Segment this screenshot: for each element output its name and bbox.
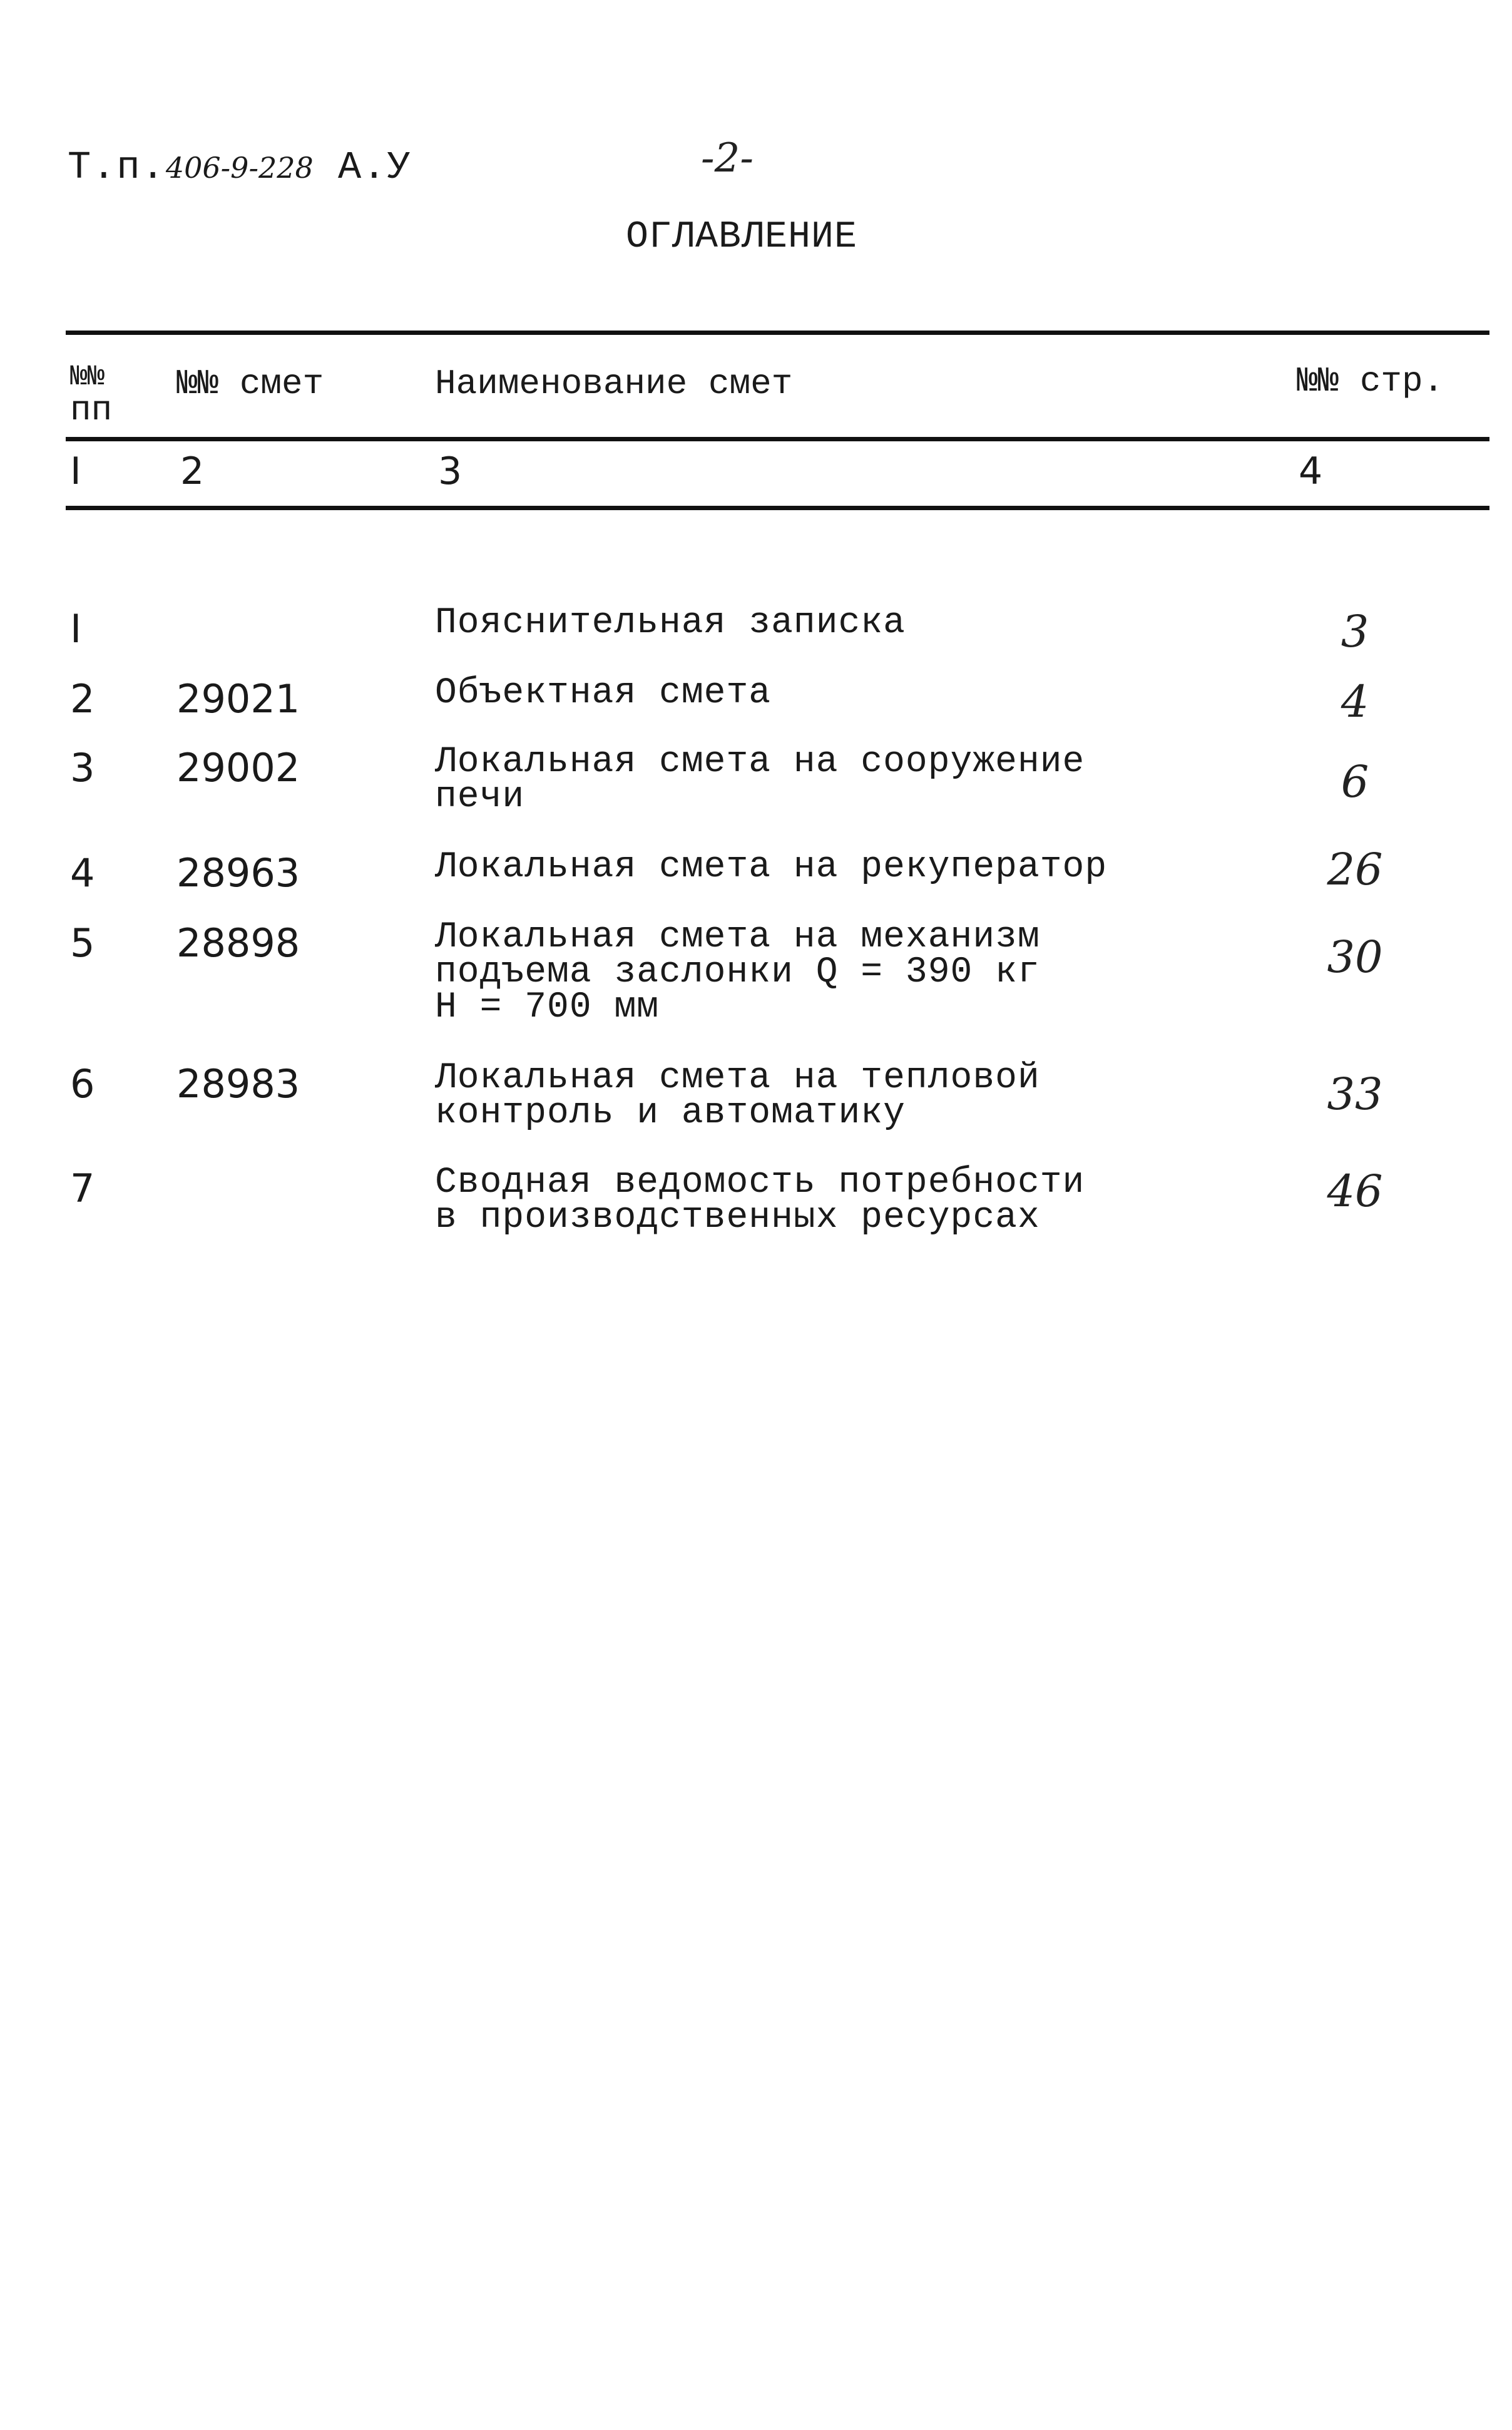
row-index: I	[70, 606, 82, 652]
column-number-2: 2	[180, 449, 205, 493]
column-header-index-line2: пп	[70, 390, 113, 431]
row-index: 6	[70, 1061, 95, 1107]
row-page-number: 3	[1341, 606, 1369, 657]
row-estimate-name-line: Локальная смета на механизм	[435, 917, 1040, 958]
row-index: 7	[70, 1166, 95, 1211]
row-estimate-name	[435, 1162, 1085, 1238]
table-top-rule	[66, 331, 1489, 335]
column-header-index-line1: №№	[70, 361, 105, 393]
row-estimate-name	[435, 847, 1108, 888]
row-estimate-name-line: Пояснительная записка	[435, 603, 906, 643]
row-estimate-name-line: контроль и автоматику	[435, 1093, 906, 1134]
document-code	[68, 145, 412, 190]
row-page-number: 6	[1341, 756, 1369, 807]
row-index: 3	[70, 745, 95, 791]
row-page-number: 30	[1327, 931, 1383, 983]
column-header-index	[70, 362, 112, 429]
page-number: -2-	[701, 135, 753, 182]
row-page-number: 46	[1327, 1166, 1383, 1217]
row-page-number: 4	[1341, 676, 1369, 727]
row-estimate-name-line: Локальная смета на рекуператор	[435, 847, 1108, 888]
row-page-number: 26	[1327, 844, 1383, 895]
row-estimate-name-line: Н = 700 мм	[435, 987, 660, 1028]
row-estimate-code: 29021	[176, 676, 300, 722]
row-estimate-name	[435, 603, 906, 643]
column-header-page-number: №№ стр.	[1297, 361, 1444, 401]
row-estimate-name-line: Объектная смета	[435, 673, 772, 714]
column-number-1: I	[70, 449, 81, 493]
document-number-handwritten: 406-9-228	[165, 151, 314, 185]
row-estimate-name	[435, 1058, 1040, 1134]
column-header-estimate-name: Наименование смет	[435, 364, 793, 404]
row-estimate-code: 28898	[176, 920, 300, 966]
page-title: ОГЛАВЛЕНИЕ	[626, 216, 858, 259]
row-estimate-name-line: Локальная смета на сооружение	[435, 742, 1085, 782]
column-number-3: 3	[438, 449, 462, 493]
row-estimate-name-line: Локальная смета на тепловой	[435, 1058, 1040, 1099]
row-estimate-name	[435, 917, 1040, 1028]
row-estimate-code: 28983	[176, 1061, 300, 1107]
row-index: 5	[70, 920, 95, 966]
row-estimate-name	[435, 673, 772, 714]
row-index: 4	[70, 850, 95, 896]
row-page-number: 33	[1327, 1069, 1383, 1120]
document-code-suffix: А.У	[338, 145, 412, 190]
row-estimate-name-line: в производственных ресурсах	[435, 1197, 1040, 1238]
table-columns-rule	[66, 506, 1489, 510]
column-header-estimate-number: №№ смет	[176, 364, 324, 404]
row-estimate-name	[435, 742, 1085, 818]
document-code-prefix: Т.п.	[68, 145, 166, 190]
column-number-4: 4	[1299, 449, 1323, 493]
row-estimate-name-line: Сводная ведомость потребности	[435, 1162, 1085, 1203]
row-estimate-code: 29002	[176, 745, 300, 791]
row-estimate-code: 28963	[176, 850, 300, 896]
table-header-rule	[66, 437, 1489, 441]
row-estimate-name-line: печи	[435, 777, 525, 818]
row-estimate-name-line: подъема заслонки Q = 390 кг	[435, 952, 1040, 993]
row-index: 2	[70, 676, 95, 722]
